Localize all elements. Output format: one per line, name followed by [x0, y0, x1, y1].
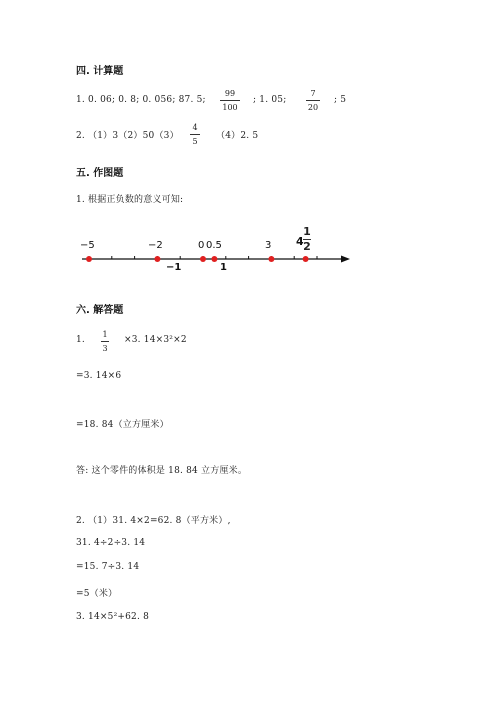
- fraction-numerator: 1: [102, 330, 108, 339]
- q6-2-line-2: 31. 4÷2÷3. 14: [76, 538, 146, 548]
- q6-2-line-1: 2. （1）31. 4×2=62. 8（平方米）,: [76, 516, 231, 526]
- label-one: 1: [220, 262, 227, 273]
- section-4-title: 四. 计算题: [76, 66, 124, 77]
- label-zero: 0: [198, 240, 205, 251]
- label-minus-1: −1: [166, 262, 182, 273]
- q6-1-line-2: =3. 14×6: [76, 371, 122, 381]
- section-5-title: 五. 作图题: [76, 168, 124, 179]
- q6-2-line-3: =15. 7÷3. 14: [76, 562, 140, 572]
- q5-1-text: 1. 根据正负数的意义可知:: [76, 195, 184, 205]
- marked-point: [86, 256, 92, 262]
- fraction-denominator: 20: [307, 103, 319, 112]
- fraction-bar: [101, 341, 109, 342]
- fraction-denominator: 5: [192, 137, 198, 146]
- q6-1-expression: ×3. 14×3²×2: [124, 335, 187, 345]
- q6-1-answer: 答: 这个零件的体积是 18. 84 立方厘米。: [76, 466, 248, 476]
- q4-2-prefix: 2. （1）3（2）50（3）: [76, 131, 179, 141]
- marked-point: [303, 256, 309, 262]
- q6-1-line-3: =18. 84（立方厘米）: [76, 420, 169, 430]
- q6-2-line-4: =5（米）: [76, 589, 118, 599]
- q6-1-fraction: [101, 329, 109, 354]
- label-zero-point-five: 0.5: [206, 240, 222, 251]
- q4-1-prefix: 1. 0. 06; 0. 8; 0. 056; 87. 5;: [76, 95, 206, 105]
- marked-point: [154, 256, 160, 262]
- marked-point: [211, 256, 217, 262]
- q4-1-middle: ; 1. 05;: [253, 95, 287, 105]
- label-minus-5: −5: [80, 240, 95, 251]
- marked-point: [268, 256, 274, 262]
- label-three: 3: [265, 240, 272, 251]
- fraction-numerator: 7: [310, 89, 316, 98]
- arrow-head-icon: [341, 256, 350, 263]
- fraction-denominator: 2: [303, 240, 311, 253]
- fraction-numerator: 99: [224, 89, 236, 98]
- label-minus-2: −2: [148, 240, 163, 251]
- marked-point: [200, 256, 206, 262]
- q4-1-end: ; 5: [334, 95, 347, 105]
- fraction-numerator: 1: [303, 225, 311, 238]
- fraction-denominator: 3: [102, 344, 108, 353]
- label-mixed-fraction: [303, 226, 311, 253]
- q4-2-end: （4）2. 5: [216, 131, 259, 141]
- fraction-numerator: 4: [192, 123, 198, 132]
- section-6-title: 六. 解答题: [76, 305, 124, 316]
- fraction-denominator: 100: [222, 103, 238, 112]
- q6-1-prefix: 1.: [76, 335, 85, 345]
- q6-2-line-5: 3. 14×5²+62. 8: [76, 612, 150, 622]
- label-mixed-whole: 4: [296, 235, 304, 248]
